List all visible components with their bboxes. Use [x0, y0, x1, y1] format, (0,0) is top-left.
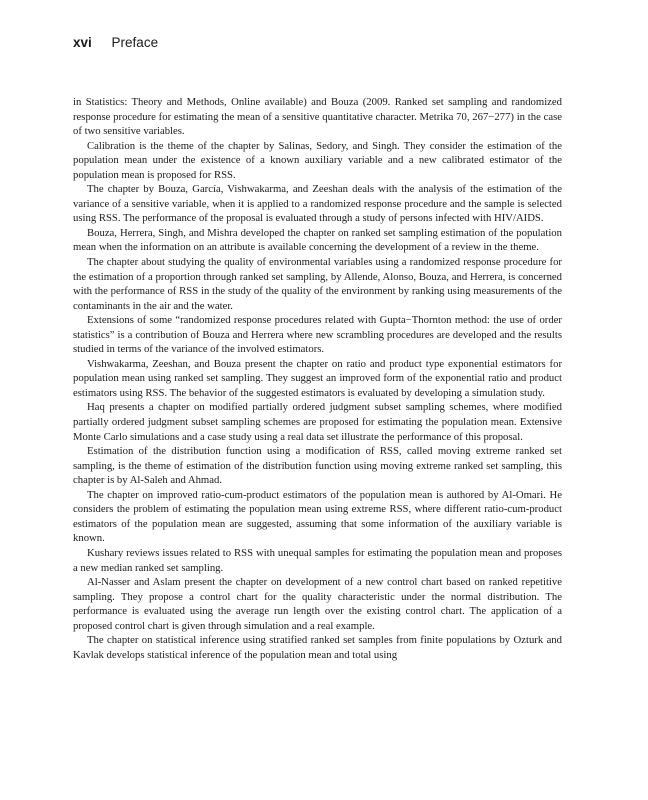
running-head	[73, 35, 158, 55]
paragraph: Al-Nasser and Aslam present the chapter on development of a new control chart based on ranked repetitive sampling. They propose a control chart for the quality characteristic under the normal distribution. The performance is evaluated using the average run length over the existing control chart. The application of a proposed control chart is given through simulation and a real example.	[73, 576, 562, 632]
paragraph: Calibration is the theme of the chapter by Salinas, Sedory, and Singh. They consider the estimation of the population mean under the existence of a known auxiliary variable and a new calibrated estimator of the population mean is proposed for RSS.	[73, 139, 562, 181]
paragraph: Estimation of the distribution function using a modification of RSS, called moving extreme ranked set sampling, is the theme of estimation of the distribution function using moving extreme ranked set sampling, this chapter is by Al-Saleh and Ahmad.	[73, 445, 562, 487]
paragraph: Kushary reviews issues related to RSS with unequal samples for estimating the population mean and proposes a new median ranked set sampling.	[73, 546, 562, 574]
paragraph: Vishwakarma, Zeeshan, and Bouza present the chapter on ratio and product type exponential estimators for population mean using ranked set sampling. They suggest an improved form of the exponential ratio and product estimators using RSS. The behavior of the suggested estimators is evaluated by developing a simulation study.	[73, 357, 562, 399]
paragraph: Haq presents a chapter on modified partially ordered judgment subset sampling schemes, where modified partially ordered judgment subset sampling schemes are proposed for estimating the population mean. Extensive Monte Carlo simulations and a case study using a real data set illustrate the performance of this proposal.	[73, 401, 562, 443]
page-number: xvi	[73, 35, 92, 50]
paragraph: Extensions of some “randomized response procedures related with Gupta−Thornton method: the use of order statistics” is a contribution of Bouza and Herrera where new scrambling procedures are developed and the results studied in terms of the variance of the involved estimators.	[73, 314, 562, 356]
paragraph: The chapter by Bouza, García, Vishwakarma, and Zeeshan deals with the analysis of the estimation of the variance of a sensitive variable, when it is applied to a randomized response procedure and the sample is selected using RSS. The performance of the proposal is evaluated through a study of persons infected with HIV/AIDS.	[73, 183, 562, 225]
body-text	[73, 95, 562, 662]
paragraph: The chapter on improved ratio-cum-product estimators of the population mean is authored by Al-Omari. He considers the problem of estimating the population mean using extreme RSS, where different ratio-cum-product estimators of the population mean are suggested, assuming that some information of the auxiliary variable is known.	[73, 488, 562, 545]
paragraph: The chapter about studying the quality of environmental variables using a randomized response procedure for the estimation of a proportion through ranked set sampling, by Allende, Alonso, Bouza, and Herrera, is concerned with the performance of RSS in the study of the quality of the environment by ranking using measurements of the contaminants in the air and the water.	[73, 256, 562, 312]
section-title: Preface	[111, 35, 159, 50]
paragraph: The chapter on statistical inference using stratified ranked set samples from finite populations by Ozturk and Kavlak develops statistical inference of the population mean and total using	[73, 634, 562, 661]
paragraph: Bouza, Herrera, Singh, and Mishra developed the chapter on ranked set sampling estimation of the population mean when the information on an attribute is available concerning the development of a review in the theme.	[73, 226, 562, 254]
paragraph-continued: in Statistics: Theory and Methods, Online available) and Bouza (2009. Ranked set sampling and randomized response procedure for estimating the mean of a sensitive quantitative character. Metrika 70, 267−277) in the case of two sensitive variables.	[73, 96, 562, 138]
